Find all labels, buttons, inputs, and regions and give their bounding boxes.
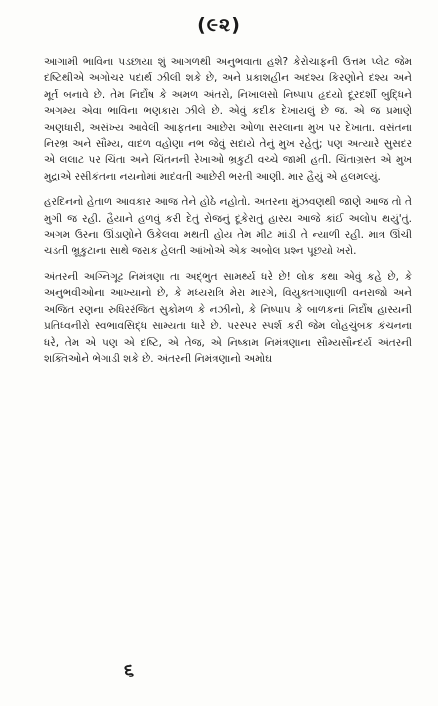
page-body xyxy=(44,54,412,367)
signature-mark: ૬ xyxy=(123,660,135,681)
paragraph-1: આગામી ભાવિના પડછાયા શું આગળથી અનુભવાતા હશે? કેરોચાફની ઉત્તમ પ્લેટ જેમ દષ્ટિથીએ અગોચર પદાર્થ ઝીલી શકે છે, અને પ્રકાશહીન અદશ્ય કિરણોને દશ્ય અને મૂર્ત બનાવે છે. તેમ નિર્દોષ કે અમળ અંતરો, નિખાલસો નિષ્પાપ હૃદયો દૂરદર્શી બુદ્ધિને અગમ્ય એવા ભાવિના ભણકારા ઝીલે છે. એવું કદીક દેખાયલું છે જ. એ જ પ્રમાણે અણધારી, અસંખ્ય આવેલી આફતના આછેરા ઓળા સરલાના મુખ પર દેખાતા. વસંતના નિરભ્ર અને સૌમ્ય, વાદળ વહોણા નભ જેવું સદાયે તેનું મુખ રહેતું; પણ અત્યારે સુસદર એ લલાટ પર ચિંતા અને ચિંતનની રેખાઓ ભ્રકુટી વચ્ચે જામી હતી. ચિંતાગ્રસ્ત એ મુખ મુદ્રાએ રસીકંતના નયનોમાં માદંવતી આછેરી ભરતી આણી. માર હૈયું એ હલમલ્યું. xyxy=(44,56,412,183)
page-number: (૯૨) xyxy=(197,14,241,36)
paragraph-3: અંતરની અગ્નિગૂઢ નિમંત્રણા તા અદ્ભુત સામર્થ્ય ધરે છે! લોક કથા એવું કહે છે, કે અનુભવીઓના આખ્યાનો છે, કે મધ્યરાત્રિ મેરા મારગે, વિયુક્તગાણાળી વનરાજો અને અજિત રણના રુધિરરંજિત સુકોમળ કે નઝીનો, કે નિષ્પાપ કે બાળકનાં નિર્દોષ હાસ્યની પ્રતિધ્વનીરો સ્વભાવસિદ્ધ સામ્યતા ધારે છે. પરસ્પર સ્પર્શ કરી જેમ લોહચુંબક કંચનના ધરે, તેમ એ પણ એ દષ્ટિ, એ તેજ, એ નિષ્કામ નિમંત્રણાના સૌમ્યસૌન્દર્ય અંતરની શક્તિઓને ભેગાડી શકે છે. અંતરની નિમંત્રણાનો અમોઘ xyxy=(44,270,412,365)
paragraph-2: હરદિનનો હેતાળ આવકાર આજ તેને હોઠે નહોતો. અતરના મુંઝવણથી જાણે આજ તો તે મુગી જ રહી. હૈયાને હળવું કરી દેતું રોજનું દૂકેરાતું હાસ્ય આજે કાંઈ અલોપ થયું'તું. અગમ ઉરના ઊંડાણોને ઉકેલવા મથતી હોય તેમ મીટ માંડી તે ન્યાળી રહી. માત્ર ઊંચી ચડતી ભ્રૂકુટાના સાથે જરાક હેલતી આંખોએ એક અબોલ પ્રશ્ન પૂછયો ખરો. xyxy=(44,196,412,258)
